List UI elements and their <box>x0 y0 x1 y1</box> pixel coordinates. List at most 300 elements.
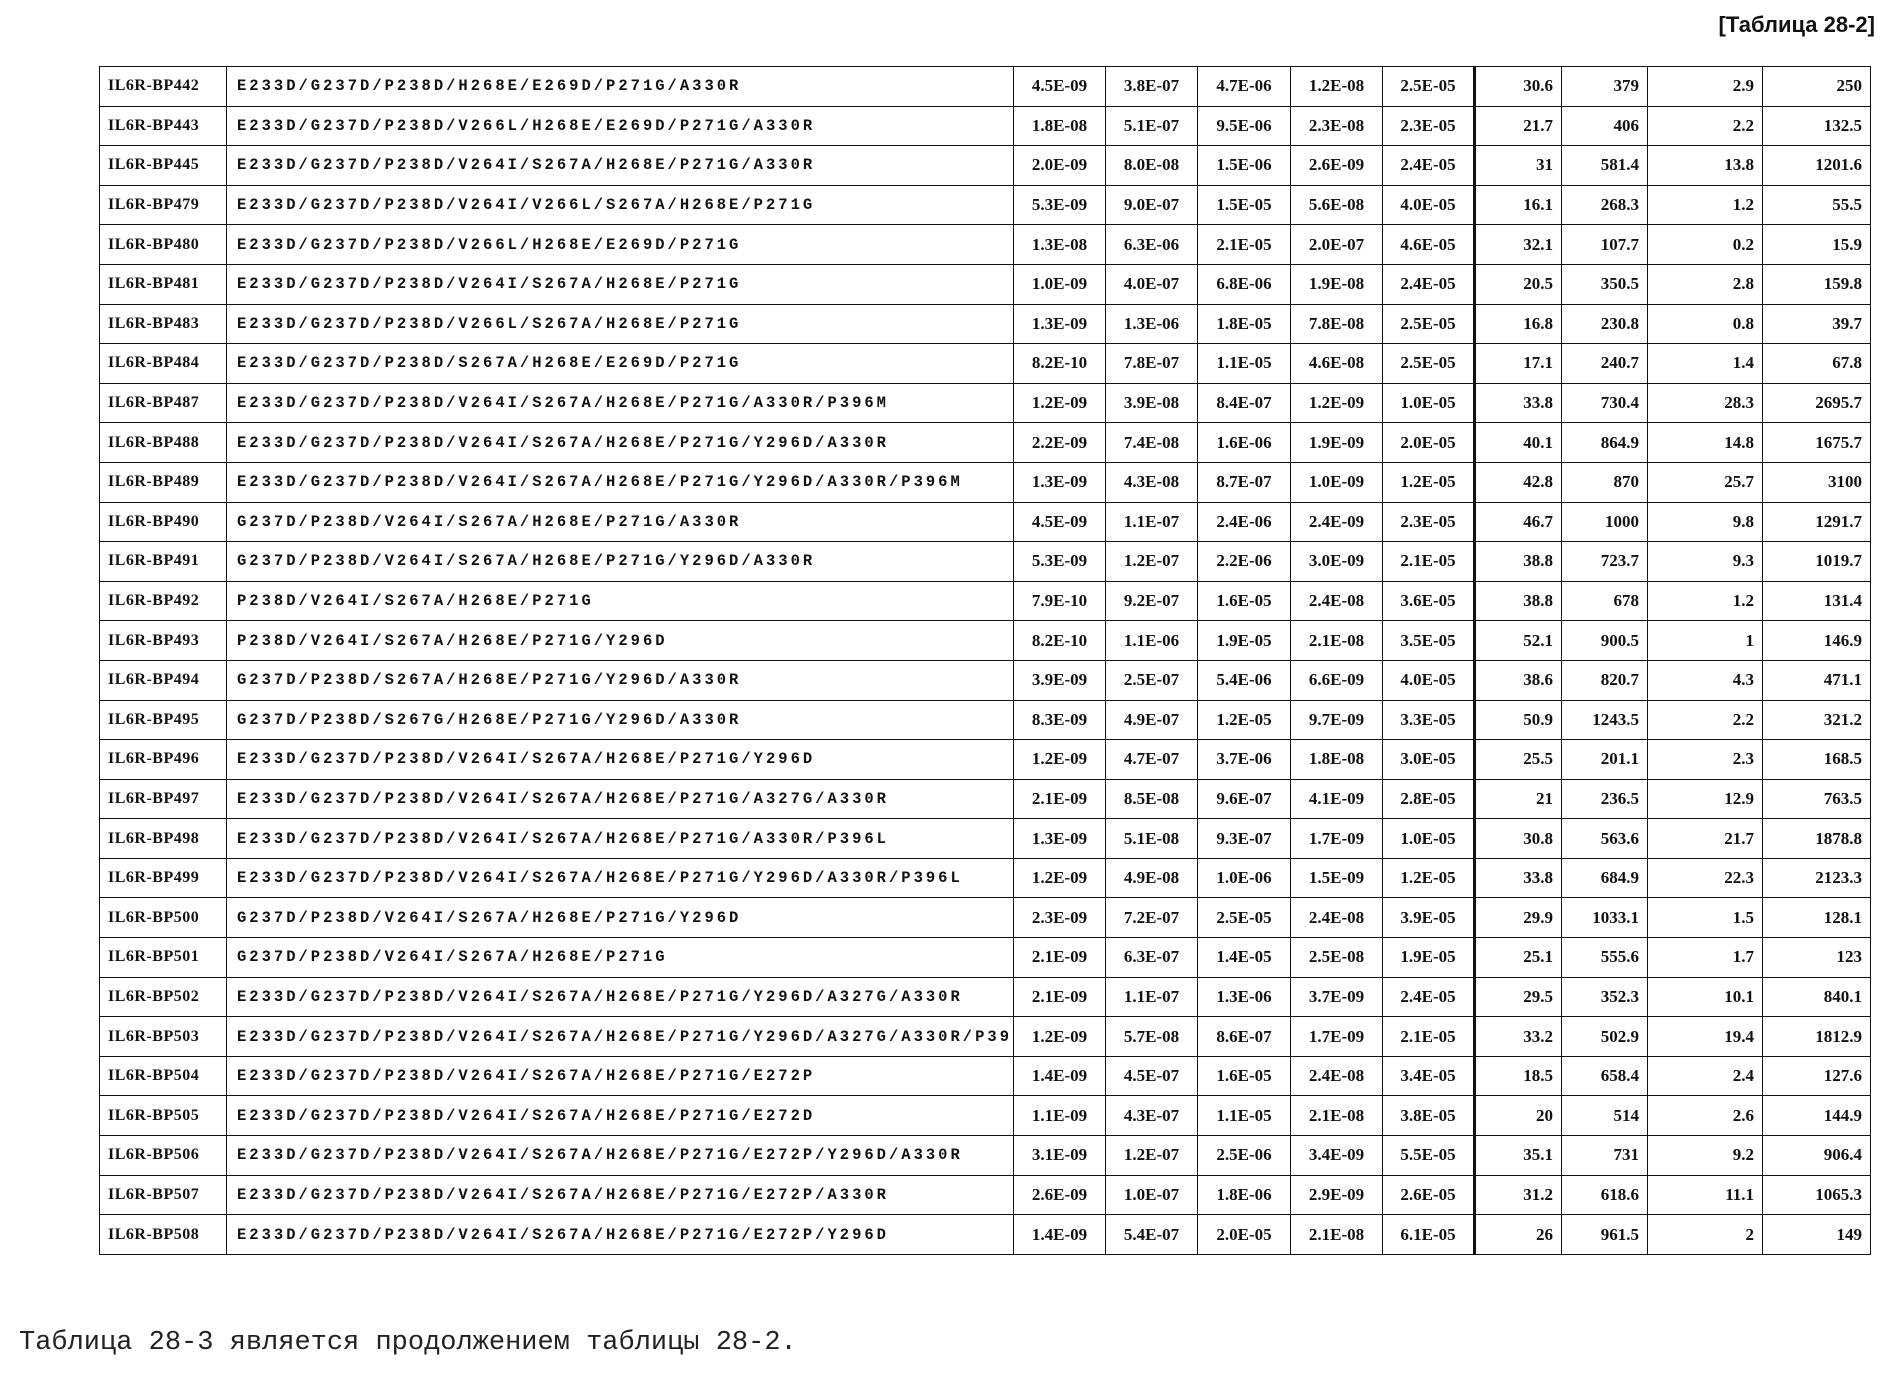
cell-kd-1: 1.2E-09 <box>1014 1017 1106 1057</box>
cell-ratio-2: 870 <box>1562 462 1648 502</box>
cell-ratio-2: 107.7 <box>1562 225 1648 265</box>
cell-kd-1: 3.1E-09 <box>1014 1136 1106 1176</box>
cell-kd-1: 1.3E-09 <box>1014 462 1106 502</box>
table-row <box>100 67 1871 107</box>
cell-kd-4: 1.9E-08 <box>1291 264 1383 304</box>
cell-variant-id: IL6R-BP492 <box>100 581 227 621</box>
cell-ratio-4: 1812.9 <box>1763 1017 1871 1057</box>
cell-kd-3: 1.6E-06 <box>1198 423 1291 463</box>
cell-kd-2: 4.5E-07 <box>1106 1056 1198 1096</box>
cell-kd-4: 1.5E-09 <box>1291 858 1383 898</box>
cell-kd-5: 1.0E-05 <box>1383 819 1475 859</box>
cell-ratio-1: 20 <box>1475 1096 1562 1136</box>
cell-kd-4: 2.4E-09 <box>1291 502 1383 542</box>
cell-kd-5: 3.8E-05 <box>1383 1096 1475 1136</box>
cell-kd-5: 3.6E-05 <box>1383 581 1475 621</box>
cell-variant-id: IL6R-BP445 <box>100 146 227 186</box>
cell-mutations: G237D/P238D/S267A/H268E/P271G/Y296D/A330R <box>227 660 1014 700</box>
cell-ratio-3: 22.3 <box>1648 858 1763 898</box>
cell-mutations: E233D/G237D/P238D/V266L/H268E/E269D/P271G/A330R <box>227 106 1014 146</box>
cell-kd-2: 5.1E-07 <box>1106 106 1198 146</box>
cell-kd-5: 3.0E-05 <box>1383 740 1475 780</box>
cell-ratio-1: 38.6 <box>1475 660 1562 700</box>
cell-mutations: G237D/P238D/V264I/S267A/H268E/P271G <box>227 938 1014 978</box>
cell-variant-id: IL6R-BP442 <box>100 67 227 107</box>
cell-kd-4: 2.5E-08 <box>1291 938 1383 978</box>
cell-kd-1: 1.2E-09 <box>1014 383 1106 423</box>
cell-kd-5: 6.1E-05 <box>1383 1215 1475 1255</box>
cell-ratio-4: 128.1 <box>1763 898 1871 938</box>
cell-kd-2: 8.5E-08 <box>1106 779 1198 819</box>
cell-mutations: G237D/P238D/S267G/H268E/P271G/Y296D/A330R <box>227 700 1014 740</box>
cell-kd-2: 1.1E-07 <box>1106 977 1198 1017</box>
cell-ratio-3: 2.9 <box>1648 67 1763 107</box>
cell-ratio-3: 11.1 <box>1648 1175 1763 1215</box>
cell-ratio-4: 2123.3 <box>1763 858 1871 898</box>
cell-kd-4: 4.6E-08 <box>1291 344 1383 384</box>
cell-kd-5: 3.9E-05 <box>1383 898 1475 938</box>
cell-ratio-3: 2.2 <box>1648 106 1763 146</box>
cell-kd-5: 2.5E-05 <box>1383 344 1475 384</box>
cell-ratio-4: 1065.3 <box>1763 1175 1871 1215</box>
cell-mutations: E233D/G237D/P238D/V264I/V266L/S267A/H268E/P271G <box>227 185 1014 225</box>
cell-kd-1: 4.5E-09 <box>1014 67 1106 107</box>
cell-kd-2: 4.3E-08 <box>1106 462 1198 502</box>
cell-mutations: E233D/G237D/P238D/V264I/S267A/H268E/P271G/E272P <box>227 1056 1014 1096</box>
cell-ratio-3: 9.8 <box>1648 502 1763 542</box>
cell-kd-1: 5.3E-09 <box>1014 542 1106 582</box>
cell-kd-2: 7.4E-08 <box>1106 423 1198 463</box>
table-row <box>100 1215 1871 1255</box>
cell-kd-4: 3.7E-09 <box>1291 977 1383 1017</box>
cell-mutations: E233D/G237D/P238D/V264I/S267A/H268E/P271G/A327G/A330R <box>227 779 1014 819</box>
cell-ratio-3: 2.6 <box>1648 1096 1763 1136</box>
table-row <box>100 621 1871 661</box>
cell-ratio-4: 149 <box>1763 1215 1871 1255</box>
cell-variant-id: IL6R-BP498 <box>100 819 227 859</box>
cell-variant-id: IL6R-BP503 <box>100 1017 227 1057</box>
cell-variant-id: IL6R-BP502 <box>100 977 227 1017</box>
cell-kd-5: 2.4E-05 <box>1383 977 1475 1017</box>
cell-ratio-2: 514 <box>1562 1096 1648 1136</box>
table-row <box>100 542 1871 582</box>
cell-ratio-2: 900.5 <box>1562 621 1648 661</box>
cell-ratio-3: 13.8 <box>1648 146 1763 186</box>
cell-kd-4: 6.6E-09 <box>1291 660 1383 700</box>
cell-kd-3: 4.7E-06 <box>1198 67 1291 107</box>
cell-kd-3: 8.6E-07 <box>1198 1017 1291 1057</box>
cell-kd-2: 7.2E-07 <box>1106 898 1198 938</box>
cell-ratio-3: 1.2 <box>1648 185 1763 225</box>
cell-kd-1: 1.8E-08 <box>1014 106 1106 146</box>
cell-kd-3: 9.5E-06 <box>1198 106 1291 146</box>
cell-kd-4: 2.1E-08 <box>1291 1096 1383 1136</box>
cell-ratio-4: 55.5 <box>1763 185 1871 225</box>
table-row <box>100 819 1871 859</box>
cell-ratio-2: 1243.5 <box>1562 700 1648 740</box>
cell-kd-4: 3.4E-09 <box>1291 1136 1383 1176</box>
cell-ratio-1: 42.8 <box>1475 462 1562 502</box>
cell-ratio-2: 502.9 <box>1562 1017 1648 1057</box>
cell-ratio-2: 731 <box>1562 1136 1648 1176</box>
cell-variant-id: IL6R-BP479 <box>100 185 227 225</box>
cell-kd-2: 4.7E-07 <box>1106 740 1198 780</box>
cell-ratio-3: 2.8 <box>1648 264 1763 304</box>
cell-ratio-1: 33.8 <box>1475 858 1562 898</box>
cell-variant-id: IL6R-BP483 <box>100 304 227 344</box>
cell-variant-id: IL6R-BP496 <box>100 740 227 780</box>
cell-mutations: G237D/P238D/V264I/S267A/H268E/P271G/Y296D <box>227 898 1014 938</box>
cell-kd-2: 4.9E-08 <box>1106 858 1198 898</box>
cell-kd-4: 2.4E-08 <box>1291 581 1383 621</box>
cell-kd-5: 2.3E-05 <box>1383 106 1475 146</box>
cell-kd-5: 2.1E-05 <box>1383 1017 1475 1057</box>
cell-ratio-1: 16.1 <box>1475 185 1562 225</box>
table-row <box>100 1175 1871 1215</box>
cell-kd-5: 3.5E-05 <box>1383 621 1475 661</box>
cell-kd-3: 1.3E-06 <box>1198 977 1291 1017</box>
cell-kd-1: 1.2E-09 <box>1014 740 1106 780</box>
cell-kd-2: 1.1E-07 <box>1106 502 1198 542</box>
cell-ratio-3: 2.3 <box>1648 740 1763 780</box>
cell-kd-1: 2.3E-09 <box>1014 898 1106 938</box>
cell-ratio-4: 250 <box>1763 67 1871 107</box>
table-body <box>100 67 1871 1255</box>
table-row <box>100 1096 1871 1136</box>
cell-kd-3: 1.1E-05 <box>1198 1096 1291 1136</box>
cell-kd-1: 8.2E-10 <box>1014 344 1106 384</box>
cell-kd-1: 1.2E-09 <box>1014 858 1106 898</box>
cell-kd-5: 2.4E-05 <box>1383 146 1475 186</box>
cell-ratio-1: 29.5 <box>1475 977 1562 1017</box>
cell-kd-5: 2.3E-05 <box>1383 502 1475 542</box>
cell-ratio-2: 230.8 <box>1562 304 1648 344</box>
cell-ratio-4: 2695.7 <box>1763 383 1871 423</box>
cell-ratio-1: 21.7 <box>1475 106 1562 146</box>
cell-kd-5: 2.5E-05 <box>1383 304 1475 344</box>
cell-ratio-1: 30.8 <box>1475 819 1562 859</box>
table-row <box>100 858 1871 898</box>
cell-mutations: E233D/G237D/P238D/V264I/S267A/H268E/P271G/Y296D/A327G/A330R/P396M <box>227 1017 1014 1057</box>
cell-kd-1: 5.3E-09 <box>1014 185 1106 225</box>
table-caption: [Таблица 28-2] <box>1719 12 1876 38</box>
cell-kd-3: 1.9E-05 <box>1198 621 1291 661</box>
cell-ratio-2: 406 <box>1562 106 1648 146</box>
table-row <box>100 225 1871 265</box>
cell-kd-3: 1.8E-05 <box>1198 304 1291 344</box>
table-row <box>100 462 1871 502</box>
cell-ratio-4: 39.7 <box>1763 304 1871 344</box>
cell-ratio-4: 1878.8 <box>1763 819 1871 859</box>
table-row <box>100 977 1871 1017</box>
cell-kd-3: 5.4E-06 <box>1198 660 1291 700</box>
cell-kd-2: 8.0E-08 <box>1106 146 1198 186</box>
cell-ratio-1: 25.1 <box>1475 938 1562 978</box>
cell-ratio-2: 658.4 <box>1562 1056 1648 1096</box>
cell-kd-2: 1.2E-07 <box>1106 542 1198 582</box>
table-row <box>100 779 1871 819</box>
cell-mutations: E233D/G237D/P238D/V264I/S267A/H268E/P271G/E272P/A330R <box>227 1175 1014 1215</box>
cell-kd-3: 6.8E-06 <box>1198 264 1291 304</box>
cell-mutations: E233D/G237D/P238D/V264I/S267A/H268E/P271G/Y296D/A330R <box>227 423 1014 463</box>
cell-kd-2: 6.3E-07 <box>1106 938 1198 978</box>
cell-variant-id: IL6R-BP494 <box>100 660 227 700</box>
cell-ratio-1: 30.6 <box>1475 67 1562 107</box>
cell-kd-4: 2.1E-08 <box>1291 1215 1383 1255</box>
cell-kd-3: 1.8E-06 <box>1198 1175 1291 1215</box>
cell-ratio-2: 352.3 <box>1562 977 1648 1017</box>
cell-variant-id: IL6R-BP504 <box>100 1056 227 1096</box>
table-row <box>100 185 1871 225</box>
cell-ratio-4: 131.4 <box>1763 581 1871 621</box>
cell-ratio-1: 21 <box>1475 779 1562 819</box>
cell-kd-3: 1.2E-05 <box>1198 700 1291 740</box>
cell-mutations: G237D/P238D/V264I/S267A/H268E/P271G/Y296D/A330R <box>227 542 1014 582</box>
cell-kd-4: 4.1E-09 <box>1291 779 1383 819</box>
cell-ratio-2: 236.5 <box>1562 779 1648 819</box>
cell-kd-3: 8.4E-07 <box>1198 383 1291 423</box>
cell-ratio-2: 678 <box>1562 581 1648 621</box>
cell-variant-id: IL6R-BP508 <box>100 1215 227 1255</box>
table-row <box>100 898 1871 938</box>
cell-kd-3: 1.0E-06 <box>1198 858 1291 898</box>
cell-ratio-2: 581.4 <box>1562 146 1648 186</box>
cell-variant-id: IL6R-BP480 <box>100 225 227 265</box>
cell-ratio-3: 25.7 <box>1648 462 1763 502</box>
cell-ratio-2: 555.6 <box>1562 938 1648 978</box>
cell-ratio-3: 19.4 <box>1648 1017 1763 1057</box>
cell-ratio-3: 1 <box>1648 621 1763 661</box>
cell-ratio-2: 350.5 <box>1562 264 1648 304</box>
cell-kd-1: 1.3E-09 <box>1014 819 1106 859</box>
cell-ratio-1: 31.2 <box>1475 1175 1562 1215</box>
cell-ratio-1: 38.8 <box>1475 542 1562 582</box>
table-row <box>100 700 1871 740</box>
cell-ratio-1: 32.1 <box>1475 225 1562 265</box>
cell-kd-2: 4.3E-07 <box>1106 1096 1198 1136</box>
cell-ratio-4: 146.9 <box>1763 621 1871 661</box>
cell-kd-5: 2.0E-05 <box>1383 423 1475 463</box>
cell-variant-id: IL6R-BP490 <box>100 502 227 542</box>
cell-ratio-3: 21.7 <box>1648 819 1763 859</box>
table-row <box>100 264 1871 304</box>
cell-ratio-1: 17.1 <box>1475 344 1562 384</box>
cell-variant-id: IL6R-BP505 <box>100 1096 227 1136</box>
cell-kd-4: 7.8E-08 <box>1291 304 1383 344</box>
cell-ratio-2: 1033.1 <box>1562 898 1648 938</box>
cell-ratio-4: 123 <box>1763 938 1871 978</box>
cell-kd-1: 2.0E-09 <box>1014 146 1106 186</box>
cell-ratio-3: 1.4 <box>1648 344 1763 384</box>
cell-kd-4: 3.0E-09 <box>1291 542 1383 582</box>
cell-ratio-3: 10.1 <box>1648 977 1763 1017</box>
cell-mutations: E233D/G237D/P238D/V264I/S267A/H268E/P271G/A330R <box>227 146 1014 186</box>
cell-kd-5: 2.1E-05 <box>1383 542 1475 582</box>
cell-kd-1: 1.1E-09 <box>1014 1096 1106 1136</box>
cell-kd-3: 8.7E-07 <box>1198 462 1291 502</box>
cell-ratio-1: 35.1 <box>1475 1136 1562 1176</box>
cell-kd-3: 1.6E-05 <box>1198 581 1291 621</box>
cell-kd-5: 2.4E-05 <box>1383 264 1475 304</box>
table-row <box>100 146 1871 186</box>
cell-kd-3: 2.4E-06 <box>1198 502 1291 542</box>
cell-mutations: E233D/G237D/P238D/V264I/S267A/H268E/P271G/A330R/P396M <box>227 383 1014 423</box>
cell-mutations: G237D/P238D/V264I/S267A/H268E/P271G/A330R <box>227 502 1014 542</box>
cell-ratio-2: 563.6 <box>1562 819 1648 859</box>
cell-kd-4: 1.7E-09 <box>1291 819 1383 859</box>
cell-ratio-3: 14.8 <box>1648 423 1763 463</box>
cell-ratio-2: 864.9 <box>1562 423 1648 463</box>
cell-ratio-3: 1.7 <box>1648 938 1763 978</box>
cell-ratio-1: 52.1 <box>1475 621 1562 661</box>
cell-variant-id: IL6R-BP484 <box>100 344 227 384</box>
cell-kd-3: 2.5E-06 <box>1198 1136 1291 1176</box>
cell-kd-5: 2.8E-05 <box>1383 779 1475 819</box>
cell-kd-1: 1.3E-08 <box>1014 225 1106 265</box>
cell-mutations: E233D/G237D/P238D/V264I/S267A/H268E/P271G/E272P/Y296D <box>227 1215 1014 1255</box>
cell-ratio-1: 38.8 <box>1475 581 1562 621</box>
table-row <box>100 1017 1871 1057</box>
cell-kd-3: 1.4E-05 <box>1198 938 1291 978</box>
cell-kd-2: 9.2E-07 <box>1106 581 1198 621</box>
cell-mutations: E233D/G237D/P238D/V266L/H268E/E269D/P271G <box>227 225 1014 265</box>
cell-kd-4: 1.7E-09 <box>1291 1017 1383 1057</box>
cell-ratio-4: 1291.7 <box>1763 502 1871 542</box>
cell-kd-1: 1.3E-09 <box>1014 304 1106 344</box>
cell-kd-2: 3.8E-07 <box>1106 67 1198 107</box>
cell-kd-1: 7.9E-10 <box>1014 581 1106 621</box>
cell-ratio-4: 1019.7 <box>1763 542 1871 582</box>
cell-kd-5: 5.5E-05 <box>1383 1136 1475 1176</box>
cell-ratio-3: 1.5 <box>1648 898 1763 938</box>
cell-ratio-3: 4.3 <box>1648 660 1763 700</box>
cell-mutations: E233D/G237D/P238D/V264I/S267A/H268E/P271G/Y296D/A330R/P396M <box>227 462 1014 502</box>
cell-ratio-1: 50.9 <box>1475 700 1562 740</box>
cell-variant-id: IL6R-BP499 <box>100 858 227 898</box>
cell-kd-3: 2.2E-06 <box>1198 542 1291 582</box>
cell-variant-id: IL6R-BP489 <box>100 462 227 502</box>
table-row <box>100 344 1871 384</box>
cell-ratio-3: 1.2 <box>1648 581 1763 621</box>
table-row <box>100 938 1871 978</box>
cell-ratio-1: 20.5 <box>1475 264 1562 304</box>
cell-mutations: E233D/G237D/P238D/V266L/S267A/H268E/P271G <box>227 304 1014 344</box>
cell-kd-4: 2.1E-08 <box>1291 621 1383 661</box>
cell-ratio-3: 28.3 <box>1648 383 1763 423</box>
cell-kd-1: 3.9E-09 <box>1014 660 1106 700</box>
table-row <box>100 660 1871 700</box>
cell-kd-1: 2.6E-09 <box>1014 1175 1106 1215</box>
cell-kd-2: 3.9E-08 <box>1106 383 1198 423</box>
cell-variant-id: IL6R-BP501 <box>100 938 227 978</box>
cell-kd-2: 2.5E-07 <box>1106 660 1198 700</box>
cell-ratio-3: 9.2 <box>1648 1136 1763 1176</box>
cell-kd-5: 1.2E-05 <box>1383 858 1475 898</box>
cell-kd-3: 9.3E-07 <box>1198 819 1291 859</box>
cell-kd-3: 1.5E-05 <box>1198 185 1291 225</box>
cell-kd-4: 2.4E-08 <box>1291 1056 1383 1096</box>
cell-kd-4: 2.4E-08 <box>1291 898 1383 938</box>
cell-kd-4: 1.2E-08 <box>1291 67 1383 107</box>
cell-kd-3: 2.0E-05 <box>1198 1215 1291 1255</box>
cell-kd-2: 9.0E-07 <box>1106 185 1198 225</box>
cell-kd-2: 4.0E-07 <box>1106 264 1198 304</box>
cell-kd-5: 2.6E-05 <box>1383 1175 1475 1215</box>
cell-ratio-2: 379 <box>1562 67 1648 107</box>
cell-mutations: E233D/G237D/P238D/V264I/S267A/H268E/P271G/Y296D/A327G/A330R <box>227 977 1014 1017</box>
cell-ratio-3: 2 <box>1648 1215 1763 1255</box>
cell-kd-2: 1.0E-07 <box>1106 1175 1198 1215</box>
cell-kd-2: 4.9E-07 <box>1106 700 1198 740</box>
cell-mutations: E233D/G237D/P238D/V264I/S267A/H268E/P271G <box>227 264 1014 304</box>
cell-kd-4: 1.8E-08 <box>1291 740 1383 780</box>
cell-ratio-4: 15.9 <box>1763 225 1871 265</box>
cell-ratio-1: 25.5 <box>1475 740 1562 780</box>
cell-variant-id: IL6R-BP487 <box>100 383 227 423</box>
cell-kd-2: 6.3E-06 <box>1106 225 1198 265</box>
cell-variant-id: IL6R-BP506 <box>100 1136 227 1176</box>
cell-ratio-4: 1675.7 <box>1763 423 1871 463</box>
cell-ratio-3: 12.9 <box>1648 779 1763 819</box>
cell-kd-2: 1.1E-06 <box>1106 621 1198 661</box>
table-row <box>100 304 1871 344</box>
cell-kd-4: 5.6E-08 <box>1291 185 1383 225</box>
cell-kd-5: 4.0E-05 <box>1383 185 1475 225</box>
cell-variant-id: IL6R-BP488 <box>100 423 227 463</box>
cell-variant-id: IL6R-BP493 <box>100 621 227 661</box>
cell-ratio-1: 33.2 <box>1475 1017 1562 1057</box>
table-row <box>100 502 1871 542</box>
cell-mutations: E233D/G237D/P238D/V264I/S267A/H268E/P271G/Y296D <box>227 740 1014 780</box>
table-row <box>100 1136 1871 1176</box>
table-row <box>100 740 1871 780</box>
cell-mutations: E233D/G237D/P238D/V264I/S267A/H268E/P271G/E272D <box>227 1096 1014 1136</box>
cell-variant-id: IL6R-BP443 <box>100 106 227 146</box>
cell-variant-id: IL6R-BP500 <box>100 898 227 938</box>
cell-ratio-2: 240.7 <box>1562 344 1648 384</box>
cell-ratio-1: 29.9 <box>1475 898 1562 938</box>
cell-kd-4: 2.3E-08 <box>1291 106 1383 146</box>
cell-kd-4: 1.0E-09 <box>1291 462 1383 502</box>
cell-kd-5: 1.9E-05 <box>1383 938 1475 978</box>
cell-mutations: P238D/V264I/S267A/H268E/P271G/Y296D <box>227 621 1014 661</box>
cell-kd-2: 5.4E-07 <box>1106 1215 1198 1255</box>
cell-ratio-4: 471.1 <box>1763 660 1871 700</box>
cell-ratio-4: 168.5 <box>1763 740 1871 780</box>
cell-ratio-1: 46.7 <box>1475 502 1562 542</box>
cell-kd-1: 8.2E-10 <box>1014 621 1106 661</box>
cell-kd-1: 1.4E-09 <box>1014 1056 1106 1096</box>
cell-kd-2: 5.1E-08 <box>1106 819 1198 859</box>
cell-mutations: E233D/G237D/P238D/S267A/H268E/E269D/P271G <box>227 344 1014 384</box>
cell-ratio-4: 159.8 <box>1763 264 1871 304</box>
cell-ratio-4: 3100 <box>1763 462 1871 502</box>
cell-ratio-3: 2.2 <box>1648 700 1763 740</box>
cell-ratio-2: 268.3 <box>1562 185 1648 225</box>
cell-kd-4: 1.9E-09 <box>1291 423 1383 463</box>
cell-ratio-2: 1000 <box>1562 502 1648 542</box>
cell-kd-1: 4.5E-09 <box>1014 502 1106 542</box>
cell-kd-1: 2.1E-09 <box>1014 977 1106 1017</box>
cell-kd-1: 2.2E-09 <box>1014 423 1106 463</box>
cell-ratio-1: 40.1 <box>1475 423 1562 463</box>
cell-ratio-2: 820.7 <box>1562 660 1648 700</box>
cell-kd-5: 4.6E-05 <box>1383 225 1475 265</box>
cell-kd-5: 4.0E-05 <box>1383 660 1475 700</box>
cell-ratio-4: 127.6 <box>1763 1056 1871 1096</box>
table-row <box>100 1056 1871 1096</box>
cell-kd-4: 9.7E-09 <box>1291 700 1383 740</box>
